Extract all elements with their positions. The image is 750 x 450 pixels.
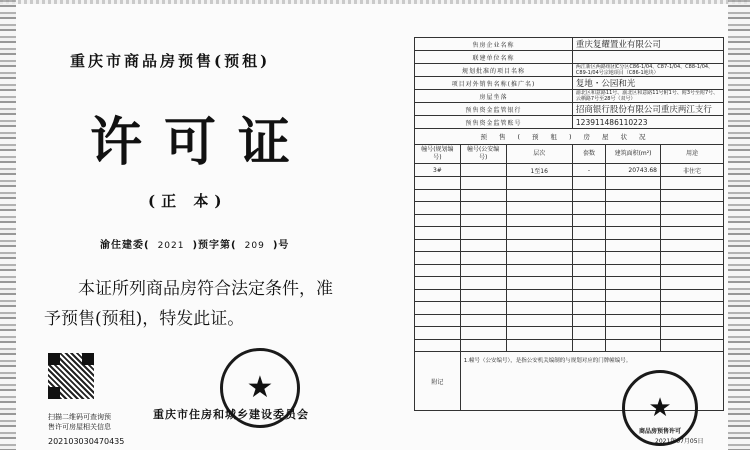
remark-label: 附记 [415,352,461,411]
cell-area: 20743.68 [606,164,661,177]
col-header-units: 套数 [572,145,605,164]
decorative-border-left [0,0,16,450]
table-row-empty [415,302,724,315]
cell-plan-no: 3# [415,164,461,177]
qr-caption-line1: 扫描二维码可查询预 [48,413,111,421]
certificate-number [100,236,289,251]
table-row-account [415,116,724,129]
table-row-empty [415,314,724,327]
cell-use: 非住宅 [661,164,724,177]
certificate-statement: 本证所列商品房符合法定条件，准予预售(预租)，特发此证。 [44,279,333,329]
label-account: 预售资金监管账号 [415,116,573,129]
details-table-container [414,37,724,411]
star-icon: ★ [648,393,672,423]
table-row-empty [415,252,724,265]
table-row-empty [415,239,724,252]
table-row-empty [415,289,724,302]
cert-no-serial: 209 [244,241,265,251]
cert-no-suffix: )号 [272,240,290,251]
decorative-border-right [728,0,750,450]
table-header-row [415,145,724,164]
qr-code-number: 20210303047043​5 [48,437,125,446]
table-row-empty [415,277,724,290]
value-sales-name: 复地・公园和光 [572,77,723,90]
cert-no-middle: )预字第( [192,240,237,251]
value-bank: 招商银行股份有限公司重庆两江支行 [572,103,723,116]
table-row-bank [415,103,724,116]
cert-no-year: 2021 [157,241,185,251]
table-row-sales-name [415,77,724,90]
table-row-empty [415,327,724,340]
value-developer: 重庆复耀置业有限公司 [572,38,723,51]
col-header-use: 用途 [661,145,724,164]
table-row-section-title [415,129,724,145]
col-header-plan-no: 幢号(规划编号) [415,145,461,164]
issue-date: 2021年07月05日 [655,438,704,445]
cell-units: - [572,164,605,177]
remark-text: 1.幢号（公安编号），是指公安机关编制的与规划对应的门牌幢编号。 [460,352,723,411]
value-location: 渝北区和意路11号、渝北区和意路11号附1号、附3号至附7号、云栖路7号至28号（双号） [572,90,723,103]
value-project-name: 两江新区两路组团C分区C86-1/04、C87-1/04、C88-1/04、C89-1/04号宗地项目（C86-1地块） [572,64,723,77]
presale-seal [622,370,698,446]
qr-caption-line2: 售许可房屋相关信息 [48,423,111,431]
label-location: 房屋坐落 [415,90,573,103]
table-row-empty [415,264,724,277]
col-header-floors: 层次 [506,145,572,164]
table-row-empty [415,214,724,227]
qr-caption [48,412,111,432]
table-row-location [415,90,724,103]
table-row [415,164,724,177]
label-bank: 预售资金监管银行 [415,103,573,116]
table-row-empty [415,202,724,215]
certificate-subtitle: 重庆市商品房预售(预租) [70,52,271,70]
cell-police-no [460,164,506,177]
table-row-empty [415,177,724,190]
table-row-project-name [415,64,724,77]
section-title: 预售(预租)房屋状况 [415,129,724,145]
value-joint-unit [572,51,723,64]
label-project-name: 规划批准的项目名称 [415,64,573,77]
issuing-authority: 重庆市住房和城乡建设委员会 [153,408,309,421]
label-joint-unit: 联建单位名称 [415,51,573,64]
details-table [414,37,724,411]
table-row-developer [415,38,724,51]
table-row-empty [415,339,724,352]
label-developer: 售房企业名称 [415,38,573,51]
decorative-border-top [0,0,750,4]
table-row-empty [415,189,724,202]
seal-subtext: 商品房预售许可 [638,428,681,435]
col-header-area: 建筑面积(m²) [606,145,661,164]
table-row-empty [415,227,724,240]
cert-no-prefix: 渝住建委( [100,240,150,251]
star-icon: ★ [246,370,274,405]
table-row-joint-unit [415,51,724,64]
certificate-title: 许可证 [90,112,313,173]
label-sales-name: 项目对外销售名称(推广名) [415,77,573,90]
copy-type-label: (正 本) [148,192,228,210]
value-account: 123911486110223 [572,116,723,129]
col-header-police-no: 幢号(公安编号) [460,145,506,164]
qr-code[interactable] [48,353,94,399]
cell-floors: 1至16 [506,164,572,177]
